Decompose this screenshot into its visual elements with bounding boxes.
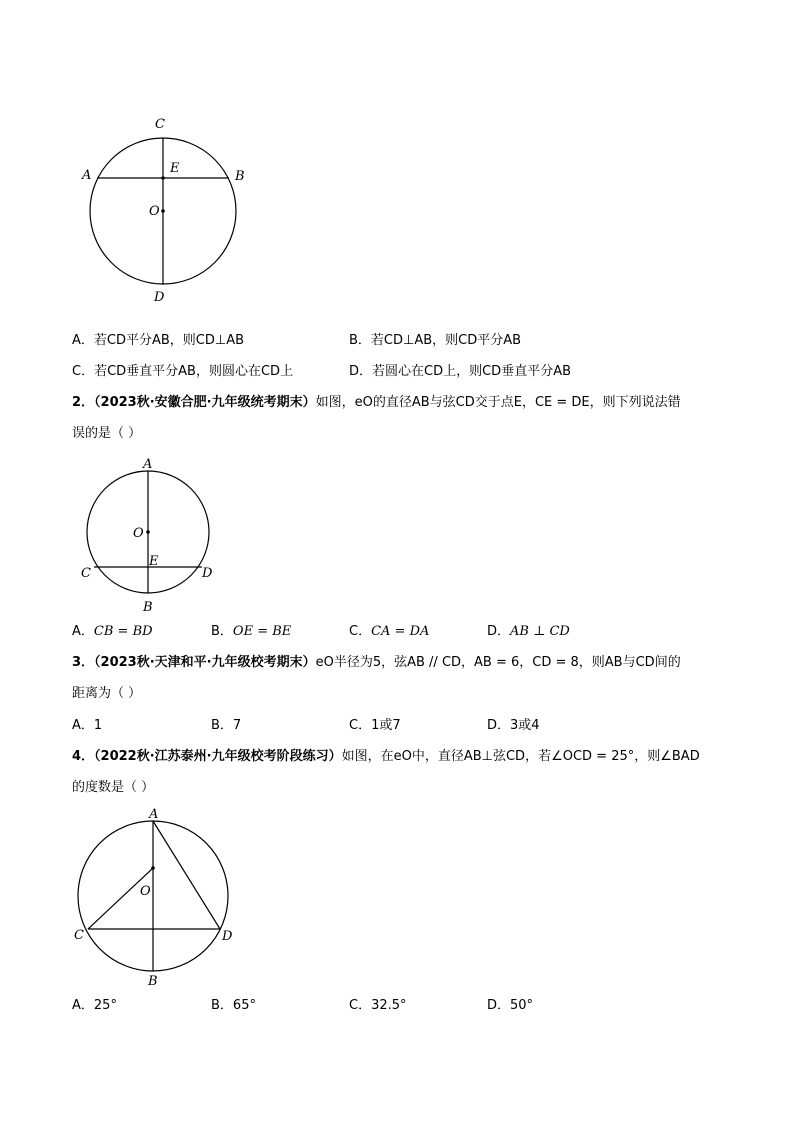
- option-letter: D．: [487, 718, 511, 733]
- question-source: （2022秋·江苏泰州·九年级校考阶段练习）: [94, 749, 342, 764]
- q2-stem-line2: 误的是（ ）: [72, 426, 142, 441]
- label-a: A: [149, 807, 159, 822]
- option-letter: D．: [487, 998, 511, 1013]
- question-source: （2023秋·天津和平·九年级校考期末）: [94, 655, 316, 670]
- label-d: D: [154, 290, 165, 305]
- option-letter: B．: [211, 624, 233, 639]
- option-text: 若CD⊥AB，则CD平分AB: [370, 333, 522, 348]
- question-text: 如图，在eO中，直径AB⊥弦CD，若∠OCD = 25°，则∠BAD: [341, 749, 700, 764]
- q3-stem-line2: 距离为（ ）: [72, 686, 142, 701]
- question-text: 如图，eO的直径AB与弦CD交于点E，CE = DE，则下列说法错: [315, 395, 681, 410]
- question-number: 3．: [72, 655, 95, 670]
- option-letter: B．: [349, 333, 371, 348]
- q4-stem-line2: 的度数是（ ）: [72, 780, 155, 795]
- option-text: 50°: [510, 998, 534, 1013]
- option-letter: B．: [211, 718, 233, 733]
- segment-ad: [153, 821, 220, 929]
- option-letter: C．: [349, 624, 372, 639]
- option-letter: B．: [211, 998, 233, 1013]
- option-text: 1或7: [371, 718, 401, 733]
- option-text: 65°: [232, 998, 256, 1013]
- option-text: CA = DA: [371, 624, 430, 639]
- q4-option-d[interactable]: [487, 996, 533, 1016]
- label-d: D: [222, 929, 233, 944]
- label-c: C: [81, 566, 91, 581]
- option-letter: A．: [72, 998, 94, 1013]
- label-o: O: [149, 204, 160, 219]
- label-d: D: [202, 566, 213, 581]
- option-text: OE = BE: [232, 624, 292, 639]
- option-letter: C．: [349, 998, 372, 1013]
- option-letter: A．: [72, 624, 94, 639]
- option-text: 若CD垂直平分AB，则圆心在CD上: [94, 364, 294, 379]
- label-b: B: [148, 974, 158, 989]
- option-letter: A．: [72, 333, 94, 348]
- label-e: E: [149, 554, 159, 569]
- option-text: CB = BD: [93, 624, 153, 639]
- q4-option-b[interactable]: [211, 996, 256, 1016]
- option-text: 若圆心在CD上，则CD垂直平分AB: [372, 364, 572, 379]
- option-letter: D．: [349, 364, 373, 379]
- option-text: 25°: [93, 998, 117, 1013]
- option-text: 32.5°: [371, 998, 407, 1013]
- label-c: C: [155, 117, 165, 132]
- option-letter: C．: [72, 364, 95, 379]
- label-a: A: [143, 457, 153, 472]
- option-letter: C．: [349, 718, 372, 733]
- option-text: AB ⊥ CD: [510, 624, 570, 639]
- question-text: eO半径为5，弦AB // CD，AB = 6，CD = 8，则AB与CD间的: [315, 655, 681, 670]
- q4-option-c[interactable]: [349, 996, 407, 1016]
- question-number: 4．: [72, 749, 95, 764]
- label-o: O: [133, 526, 144, 541]
- label-b: B: [143, 600, 153, 615]
- question-number: 2．: [72, 395, 95, 410]
- option-text: 3或4: [510, 718, 540, 733]
- question-source: （2023秋·安徽合肥·九年级统考期末）: [94, 395, 316, 410]
- label-c: C: [74, 928, 84, 943]
- label-b: B: [235, 169, 245, 184]
- option-text: 1: [93, 718, 103, 733]
- point-o: [151, 866, 155, 870]
- option-text: 若CD平分AB，则CD⊥AB: [93, 333, 245, 348]
- option-text: 7: [232, 718, 242, 733]
- option-letter: D．: [487, 624, 511, 639]
- label-o: O: [140, 884, 151, 899]
- option-letter: A．: [72, 718, 94, 733]
- label-a: A: [82, 168, 92, 183]
- label-e: E: [170, 161, 180, 176]
- q4-option-a[interactable]: [72, 996, 117, 1016]
